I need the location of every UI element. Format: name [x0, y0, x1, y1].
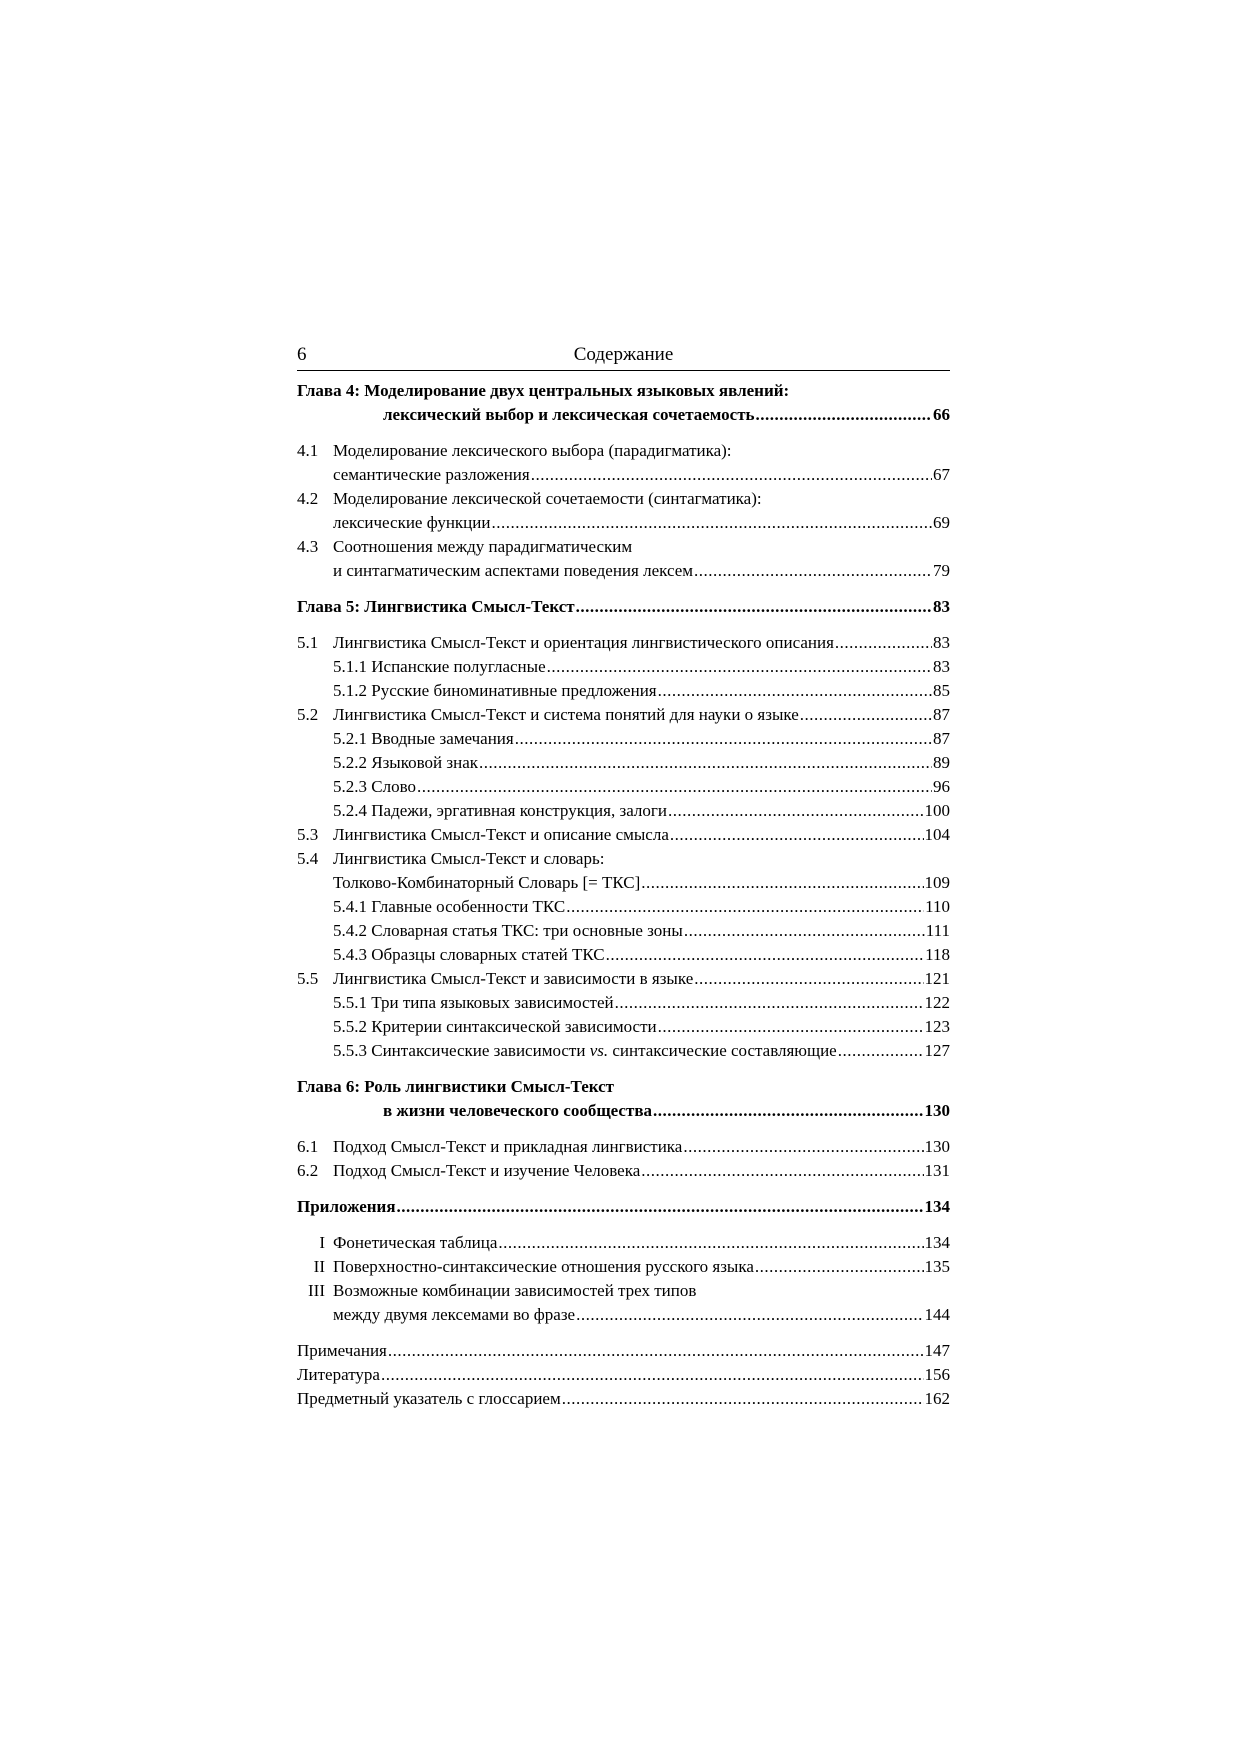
section-5-1-entry[interactable]	[297, 631, 950, 655]
subsection-title: 5.5.1 Три типа языковых зависимостей	[333, 993, 614, 1012]
section-number: 5.4	[297, 849, 319, 868]
dot-leader	[515, 727, 932, 751]
dot-leader	[417, 775, 932, 799]
subsection-5-1-2-entry[interactable]	[297, 679, 950, 703]
dot-leader	[381, 1363, 924, 1387]
chapter-4-title-line2-row	[297, 403, 950, 427]
dot-leader	[566, 895, 924, 919]
page-number: 6	[297, 344, 307, 365]
section-title-line2: семантические разложения	[333, 465, 530, 484]
subsection-page: 111	[925, 921, 950, 940]
appendix-title-line1: Возможные комбинации зависимостей трех типов	[333, 1281, 697, 1300]
section-title: Лингвистика Смысл-Текст и зависимости в языке	[333, 969, 694, 988]
dot-leader	[606, 943, 925, 967]
section-number: 4.1	[297, 441, 319, 460]
appendix-1-entry[interactable]	[297, 1231, 950, 1255]
subsection-title: 5.2.3 Слово	[333, 777, 416, 796]
dot-leader	[615, 991, 924, 1015]
notes-page: 147	[924, 1341, 950, 1360]
subsection-page: 87	[933, 729, 950, 748]
section-6-1-entry[interactable]	[297, 1135, 950, 1159]
appendix-title: Фонетическая таблица	[333, 1233, 498, 1252]
chapter-6-entry[interactable]	[297, 1075, 950, 1123]
section-number: 6.2	[297, 1161, 319, 1180]
section-page: 109	[924, 873, 950, 892]
appendix-title: Поверхностно-синтаксические отношения русского языка	[333, 1257, 754, 1276]
section-number: 4.2	[297, 489, 319, 508]
subsection-title: 5.1.2 Русские биноминативные предложения	[333, 681, 657, 700]
subsection-5-2-2-entry[interactable]	[297, 751, 950, 775]
dot-leader	[694, 559, 932, 583]
section-number: 5.5	[297, 969, 319, 988]
section-title-line1: Соотношения между парадигматическим	[333, 537, 633, 556]
chapter-6-page: 130	[924, 1101, 950, 1120]
dot-leader	[658, 1015, 924, 1039]
index-title: Предметный указатель с глоссарием	[297, 1389, 561, 1408]
versus-italic: vs.	[589, 1041, 609, 1060]
subsection-page: 100	[924, 801, 950, 820]
section-page: 104	[924, 825, 950, 844]
section-title-line2: Толково-Комбинаторный Словарь [= ТКС]	[333, 873, 641, 892]
section-page: 69	[933, 513, 950, 532]
chapter-4-entry[interactable]	[297, 379, 950, 427]
subsection-5-2-4-entry[interactable]	[297, 799, 950, 823]
appendix-page: 135	[924, 1257, 950, 1276]
subsection-page: 122	[924, 993, 950, 1012]
section-page: 131	[924, 1161, 950, 1180]
section-4-1-entry[interactable]	[297, 439, 950, 487]
appendix-number: I	[319, 1233, 325, 1252]
toc-page	[297, 340, 950, 1411]
subsection-title: 5.4.1 Главные особенности ТКС	[333, 897, 566, 916]
literature-page: 156	[924, 1365, 950, 1384]
dot-leader	[694, 967, 923, 991]
section-5-4-entry[interactable]	[297, 847, 950, 895]
section-title: Лингвистика Смысл-Текст и описание смысла	[333, 825, 669, 844]
section-page: 83	[933, 633, 950, 652]
subsection-5-4-1-entry[interactable]	[297, 895, 950, 919]
dot-leader	[388, 1339, 924, 1363]
dot-leader	[397, 1195, 924, 1219]
section-number: 4.3	[297, 537, 319, 556]
notes-title: Примечания	[297, 1341, 387, 1360]
dot-leader	[684, 919, 925, 943]
appendix-number: III	[308, 1281, 325, 1300]
chapter-5-entry[interactable]	[297, 595, 950, 619]
subsection-5-5-1-entry[interactable]	[297, 991, 950, 1015]
section-6-2-entry[interactable]	[297, 1159, 950, 1183]
dot-leader	[668, 799, 924, 823]
appendix-page: 134	[924, 1233, 950, 1252]
subsection-page: 89	[933, 753, 950, 772]
subsection-title: 5.2.4 Падежи, эргативная конструкция, залоги	[333, 801, 667, 820]
subsection-title: 5.5.2 Критерии синтаксической зависимости	[333, 1017, 657, 1036]
notes-entry[interactable]	[297, 1339, 950, 1363]
subsection-5-2-1-entry[interactable]	[297, 727, 950, 751]
subsection-5-2-3-entry[interactable]	[297, 775, 950, 799]
subsection-page: 123	[924, 1017, 950, 1036]
section-5-5-entry[interactable]	[297, 967, 950, 991]
section-4-3-entry[interactable]	[297, 535, 950, 583]
section-5-3-entry[interactable]	[297, 823, 950, 847]
dot-leader	[838, 1039, 924, 1063]
subsection-page: 110	[925, 897, 950, 916]
section-4-2-entry[interactable]	[297, 487, 950, 535]
subsection-page: 83	[933, 657, 950, 676]
subsection-title: 5.2.1 Вводные замечания	[333, 729, 514, 748]
dot-leader	[835, 631, 932, 655]
dot-leader	[576, 595, 932, 619]
subsection-title: 5.1.1 Испанские полугласные	[333, 657, 546, 676]
section-number: 6.1	[297, 1137, 319, 1156]
running-head	[297, 340, 950, 371]
subsection-title	[333, 1039, 837, 1063]
subsection-5-5-2-entry[interactable]	[297, 1015, 950, 1039]
dot-leader	[658, 679, 932, 703]
subsection-5-1-1-entry[interactable]	[297, 655, 950, 679]
section-title-line2: лексические функции	[333, 513, 491, 532]
subsection-title: 5.2.2 Языковой знак	[333, 753, 478, 772]
dot-leader	[755, 1255, 924, 1279]
index-page: 162	[924, 1389, 950, 1408]
chapter-6-title-line1: Глава 6: Роль лингвистики Смысл-Текст	[297, 1077, 615, 1096]
table-of-contents	[297, 379, 950, 1411]
section-title-line2: и синтагматическим аспектами поведения лексем	[333, 561, 694, 580]
subsection-page: 127	[924, 1041, 950, 1060]
dot-leader	[498, 1231, 923, 1255]
section-title-line1: Лингвистика Смысл-Текст и словарь:	[333, 849, 605, 868]
dot-leader	[670, 823, 924, 847]
dot-leader	[683, 1135, 923, 1159]
section-number: 5.2	[297, 705, 319, 724]
section-title: Лингвистика Смысл-Текст и система понятий для науки о языке	[333, 705, 799, 724]
dot-leader	[547, 655, 932, 679]
literature-title: Литература	[297, 1365, 380, 1384]
appendix-title-line2: между двумя лексемами во фразе	[333, 1305, 576, 1324]
subsection-5-4-2-entry[interactable]	[297, 919, 950, 943]
section-number: 5.1	[297, 633, 319, 652]
chapter-5-page: 83	[933, 597, 950, 616]
section-page: 121	[924, 969, 950, 988]
section-title-line1: Моделирование лексической сочетаемости (синтагматика):	[333, 489, 762, 508]
subsection-title: 5.4.3 Образцы словарных статей ТКС	[333, 945, 605, 964]
appendix-2-entry[interactable]	[297, 1255, 950, 1279]
subsection-title: 5.4.2 Словарная статья ТКС: три основные зоны	[333, 921, 683, 940]
dot-leader	[756, 403, 932, 427]
subsection-title-post: синтаксические составляющие	[608, 1041, 837, 1060]
dot-leader	[653, 1099, 923, 1123]
chapter-5-title: Глава 5: Лингвистика Смысл-Текст	[297, 597, 575, 616]
section-title: Лингвистика Смысл-Текст и ориентация лингвистического описания	[333, 633, 834, 652]
subsection-5-4-3-entry[interactable]	[297, 943, 950, 967]
chapter-4-page: 66	[933, 405, 950, 424]
appendices-entry[interactable]	[297, 1195, 950, 1219]
appendix-3-entry[interactable]	[297, 1279, 950, 1327]
dot-leader	[562, 1387, 924, 1411]
subsection-title-pre: 5.5.3 Синтаксические зависимости	[333, 1041, 590, 1060]
page-title: Содержание	[573, 344, 674, 365]
dot-leader	[479, 751, 932, 775]
subsection-page: 118	[925, 945, 950, 964]
chapter-6-title-line2-row	[297, 1099, 950, 1123]
appendices-title: Приложения	[297, 1197, 396, 1216]
section-title: Подход Смысл-Текст и изучение Человека	[333, 1161, 641, 1180]
index-entry[interactable]	[297, 1387, 950, 1411]
section-title-line1: Моделирование лексического выбора (парадигматика):	[333, 441, 732, 460]
appendix-number: II	[313, 1257, 325, 1276]
chapter-6-title-line2: в жизни человеческого сообщества	[383, 1101, 653, 1120]
section-page: 79	[933, 561, 950, 580]
appendices-page: 134	[924, 1197, 950, 1216]
dot-leader	[641, 1159, 923, 1183]
dot-leader	[491, 511, 932, 535]
section-page: 67	[933, 465, 950, 484]
section-5-2-entry[interactable]	[297, 703, 950, 727]
section-title: Подход Смысл-Текст и прикладная лингвистика	[333, 1137, 683, 1156]
subsection-5-5-3-entry[interactable]	[297, 1039, 950, 1063]
subsection-page: 96	[933, 777, 950, 796]
appendix-page: 144	[924, 1305, 950, 1324]
dot-leader	[576, 1303, 923, 1327]
dot-leader	[641, 871, 923, 895]
subsection-page: 85	[933, 681, 950, 700]
section-number: 5.3	[297, 825, 319, 844]
dot-leader	[531, 463, 932, 487]
chapter-4-title-line1: Глава 4: Моделирование двух центральных языковых явлений:	[297, 381, 790, 400]
literature-entry[interactable]	[297, 1363, 950, 1387]
chapter-4-title-line2: лексический выбор и лексическая сочетаемость	[383, 405, 755, 424]
section-page: 130	[924, 1137, 950, 1156]
dot-leader	[800, 703, 932, 727]
section-page: 87	[933, 705, 950, 724]
